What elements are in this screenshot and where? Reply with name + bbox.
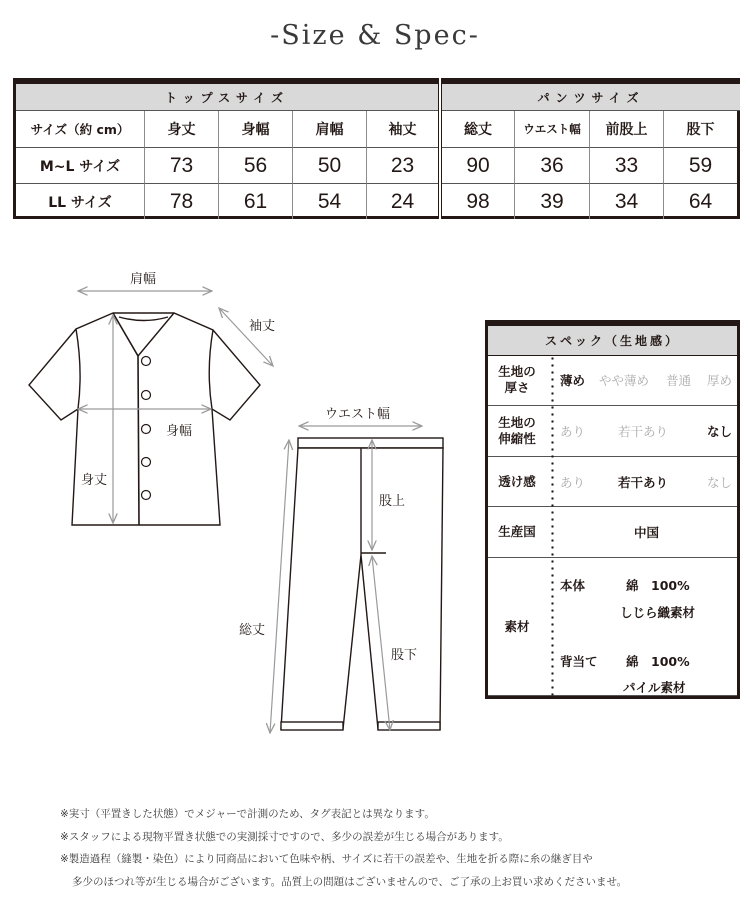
row-label-m-l: M~L サイズ	[16, 148, 145, 184]
dotted-divider	[551, 355, 554, 696]
table-cell: 50	[293, 148, 367, 184]
body-length-label: 身丈	[81, 473, 108, 488]
material-body-note: しじら織素材	[620, 605, 696, 620]
stretch-label: 生地の 伸縮性	[498, 415, 536, 446]
table-cell: 24	[390, 189, 415, 213]
row-label-ll: LL サイズ	[16, 184, 145, 219]
transparency-option-slight: 若干あり	[618, 474, 669, 490]
note-line: ※実寸（平置きした状態）でメジャーで計測のため、タグ表記とは異なります。	[60, 808, 435, 820]
spec-header: スペック（生地感）	[488, 326, 737, 356]
spec-row-origin	[488, 507, 737, 558]
col-header-waist-width: ウエスト幅	[515, 111, 590, 148]
stretch-option-slight: 若干あり	[618, 424, 669, 439]
tops-size-header: トップスサイズ	[16, 84, 438, 111]
table-cell: 36	[515, 148, 590, 184]
table-cell: 64	[688, 189, 713, 213]
col-header-sleeve-length: 袖丈	[367, 111, 438, 148]
total-length-label: 総丈	[239, 623, 266, 638]
stretch-option-yes: あり	[560, 424, 586, 439]
col-header-front-rise: 前股上	[590, 111, 664, 148]
spec-table	[485, 320, 740, 699]
material-lining-note: パイル素材	[623, 680, 686, 695]
table-cell: 34	[590, 184, 664, 219]
note-line: 多少のほつれ等が生じる場合がございます。品質上の問題はございませんので、ご了承の上お買い求めくださいませ。	[72, 875, 628, 888]
transparency-label: 透け感	[498, 473, 536, 489]
sleeve-length-label: 袖丈	[249, 319, 276, 334]
pants-size-header: パンツサイズ	[442, 84, 740, 111]
body-width-label: 身幅	[166, 424, 193, 439]
thickness-label: 生地の 厚さ	[498, 364, 536, 395]
thickness-option-thick: 厚め	[707, 373, 733, 388]
rise-label: 股上	[379, 494, 406, 509]
spec-row-thickness	[488, 355, 737, 406]
table-cell: 90	[442, 148, 515, 184]
table-cell: 78	[145, 184, 219, 219]
col-header-shoulder-width: 肩幅	[293, 111, 367, 148]
material-label: 素材	[504, 618, 530, 634]
footnotes	[60, 803, 627, 893]
material-lining-value: 綿 100%	[626, 654, 690, 669]
transparency-option-yes: あり	[560, 474, 586, 490]
inseam-label: 股下	[391, 648, 418, 663]
table-cell: 61	[219, 184, 293, 219]
table-cell: 73	[145, 148, 219, 184]
table-cell: 98	[442, 184, 515, 219]
spec-row-stretch	[488, 406, 737, 457]
table-cell: 59	[664, 148, 737, 184]
thickness-option-slightly-thin: やや薄め	[599, 373, 650, 388]
pants-outline	[281, 438, 443, 730]
shoulder-width-label: 肩幅	[130, 272, 157, 287]
thickness-option-thin: 薄め	[560, 373, 586, 388]
size-column-header: サイズ（約 cm）	[16, 111, 145, 148]
col-header-total-length: 総丈	[442, 111, 515, 148]
spec-row-transparency	[488, 457, 737, 507]
table-cell: 56	[219, 148, 293, 184]
table-cell: 33	[590, 148, 664, 184]
note-line: ※スタッフによる現物平置き状態での実測採寸ですので、多少の誤差が生じる場合があります。	[60, 830, 509, 843]
col-header-inseam: 股下	[664, 111, 737, 148]
col-header-body-length: 身丈	[145, 111, 219, 148]
note-line: ※製造過程（縫製・染色）により同商品において色味や柄、サイズに若干の誤差や、生地を折る際に糸の継ぎ目や	[60, 853, 593, 865]
material-body-value: 綿 100%	[626, 578, 690, 593]
table-cell: 54	[293, 184, 367, 219]
thickness-option-normal: 普通	[666, 373, 692, 388]
material-body-label: 本体	[560, 578, 586, 593]
material-lining-label: 背当て	[560, 654, 598, 669]
table-cell: 39	[515, 184, 590, 219]
waist-width-label: ウエスト幅	[325, 407, 391, 422]
page-title: -Size & Spec-	[270, 20, 480, 51]
origin-value: 中国	[634, 525, 660, 540]
table-cell: 23	[367, 148, 438, 184]
col-header-body-width: 身幅	[219, 111, 293, 148]
transparency-option-none: なし	[707, 474, 733, 490]
origin-label: 生産国	[498, 524, 536, 539]
stretch-option-none: なし	[707, 424, 733, 439]
spec-row-material	[488, 558, 737, 696]
